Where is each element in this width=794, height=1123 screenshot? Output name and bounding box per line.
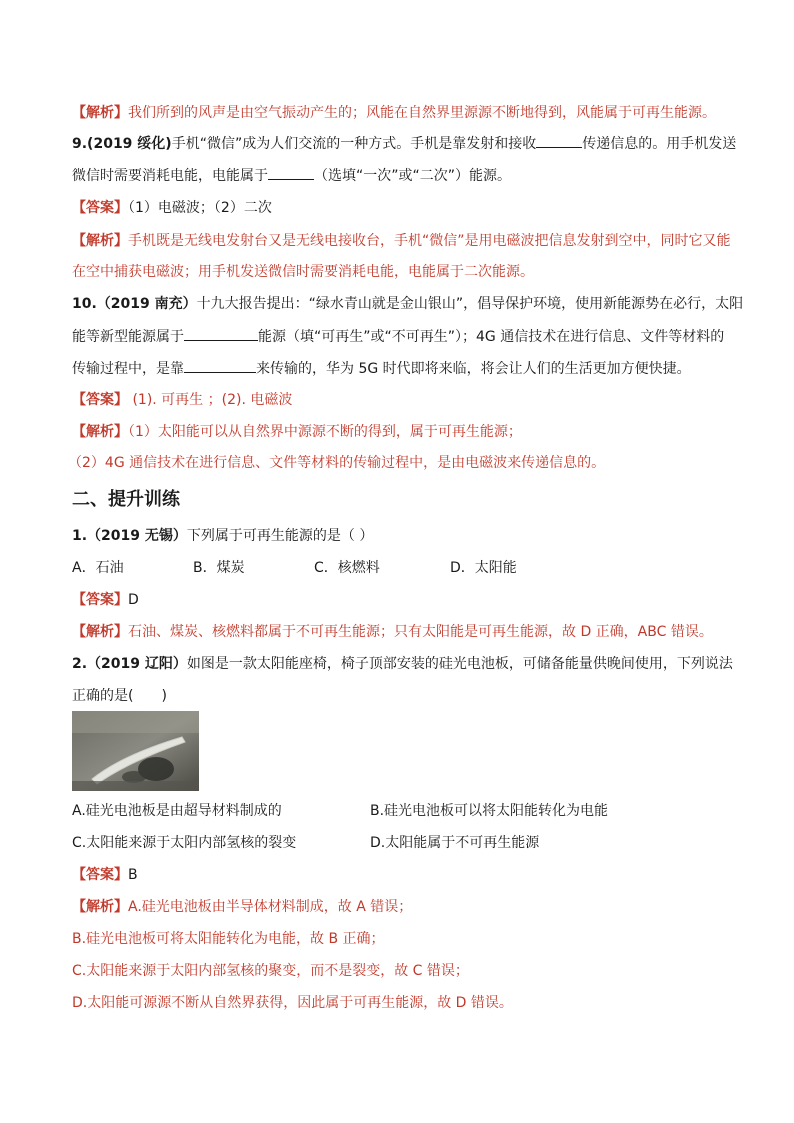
p1-answer: D <box>128 592 139 608</box>
q10-stem-part: 能等新型能源属于 <box>72 329 184 345</box>
q9-analysis-text: 手机既是无线电发射台又是无线电接收台，手机“微信”是用电磁波把信息发射到空中，同时它又能 <box>128 233 731 249</box>
p2-analysis-line-3: C.太阳能来源于太阳内部氢核的聚变，而不是裂变，故 C 错误； <box>72 963 469 979</box>
q9-number: 9.(2019 绥化) <box>72 136 172 152</box>
analysis-tag: 【解析】 <box>72 424 128 440</box>
solar-chair-photo <box>72 711 199 791</box>
analysis-tag: 【解析】 <box>72 105 128 121</box>
q10-stem-line-3 <box>72 358 691 379</box>
p2-option-d: D.太阳能属于不可再生能源 <box>370 835 540 851</box>
answer-tag: 【答案】 <box>72 200 128 216</box>
p1-analysis-text: 石油、煤炭、核燃料都属于不可再生能源；只有太阳能是可再生能源，故 D 正确，ABC 错误。 <box>128 624 713 640</box>
q10-analysis-text: （1）太阳能可以从自然界中源源不断的得到，属于可再生能源； <box>128 424 522 440</box>
answer-tag: 【答案】 <box>72 392 128 408</box>
answer-tag: 【答案】 <box>72 592 128 608</box>
analysis-tag: 【解析】 <box>72 233 128 249</box>
answer-tag: 【答案】 <box>72 867 128 883</box>
p2-number: 2.（2019 辽阳） <box>72 656 187 672</box>
q10-stem-part: 传输过程中，是靠 <box>72 361 184 377</box>
p2-analysis-line-1 <box>72 897 412 917</box>
p2-option-c: C.太阳能来源于太阳内部氢核的裂变 <box>72 835 297 851</box>
p1-answer-line <box>72 590 139 610</box>
q10-answer: (1). 可再生 ；(2). 电磁波 <box>132 392 293 408</box>
q8-analysis-text: 我们所到的风声是由空气振动产生的；风能在自然界里源源不断地得到，风能属于可再生能源。 <box>128 105 716 121</box>
q10-analysis-line-2: （2）4G 通信技术在进行信息、文件等材料的传输过程中，是由电磁波来传递信息的。 <box>68 455 606 471</box>
q10-stem-line-2 <box>72 326 724 347</box>
p1-number: 1.（2019 无锡） <box>72 528 187 544</box>
p2-stem-part: 如图是一款太阳能座椅，椅子顶部安装的硅光电池板，可储备能量供晚间使用，下列说法 <box>186 656 733 672</box>
q10-stem-part: 十九大报告提出：“绿水青山就是金山银山”，倡导保护环境，使用新能源势在必行，太阳 <box>196 296 744 312</box>
q10-stem-part: 来传输的，华为 5G 时代即将来临，将会让人们的生活更加方便快捷。 <box>256 361 691 377</box>
q10-number: 10.（2019 南充） <box>72 296 197 312</box>
q10-answer-line <box>72 390 292 410</box>
analysis-tag: 【解析】 <box>72 624 128 640</box>
q9-analysis-line-2: 在空中捕获电磁波；用手机发送微信时需要消耗电能，电能属于二次能源。 <box>72 264 534 280</box>
section-heading: 二、提升训练 <box>72 489 180 510</box>
q10-stem-line-1 <box>72 294 743 314</box>
p1-stem-line <box>72 526 373 546</box>
p1-option-b: B．煤炭 <box>193 560 245 576</box>
p1-stem: 下列属于可再生能源的是（ ） <box>186 528 374 544</box>
q9-stem-line-1 <box>72 133 736 154</box>
q9-stem-part: （选填“一次”或“二次”）能源。 <box>314 168 512 184</box>
analysis-tag: 【解析】 <box>72 899 128 915</box>
p2-answer: B <box>128 867 138 883</box>
q9-stem-part: 微信时需要消耗电能，电能属于 <box>72 168 268 184</box>
q9-answer: （1）电磁波；（2）二次 <box>128 200 272 216</box>
p1-analysis-line <box>72 622 713 642</box>
q9-blank-2 <box>268 165 314 180</box>
p1-option-c: C．核燃料 <box>314 560 380 576</box>
q10-blank-2 <box>184 358 256 373</box>
q9-stem-line-2 <box>72 165 511 186</box>
p1-option-a: A．石油 <box>72 560 124 576</box>
p2-analysis-line-4: D.太阳能可源源不断从自然界获得，因此属于可再生能源，故 D 错误。 <box>72 995 513 1011</box>
q9-analysis-line-1 <box>72 231 731 251</box>
p2-analysis-line-2: B.硅光电池板可将太阳能转化为电能，故 B 正确； <box>72 931 385 947</box>
q10-blank-1 <box>184 326 258 341</box>
q8-analysis-line <box>72 103 716 123</box>
q10-stem-part: 能源（填“可再生”或“不可再生”）；4G 通信技术在进行信息、文件等材料的 <box>258 329 725 345</box>
q9-stem-part: 手机“微信”成为人们交流的一种方式。手机是靠发射和接收 <box>171 136 537 152</box>
q10-analysis-line-1 <box>72 422 522 442</box>
p2-option-a: A.硅光电池板是由超导材料制成的 <box>72 803 282 819</box>
p2-analysis-text: A.硅光电池板由半导体材料制成，故 A 错误； <box>128 899 413 915</box>
p2-stem-line-2: 正确的是( ) <box>72 688 167 704</box>
q9-stem-part: 传递信息的。用手机发送 <box>582 136 737 152</box>
q9-blank-1 <box>536 133 582 148</box>
p2-option-b: B.硅光电池板可以将太阳能转化为电能 <box>370 803 609 819</box>
p2-stem-line-1 <box>72 654 733 674</box>
q9-answer-line <box>72 198 272 218</box>
p1-option-d: D．太阳能 <box>450 560 517 576</box>
p2-answer-line <box>72 865 138 885</box>
